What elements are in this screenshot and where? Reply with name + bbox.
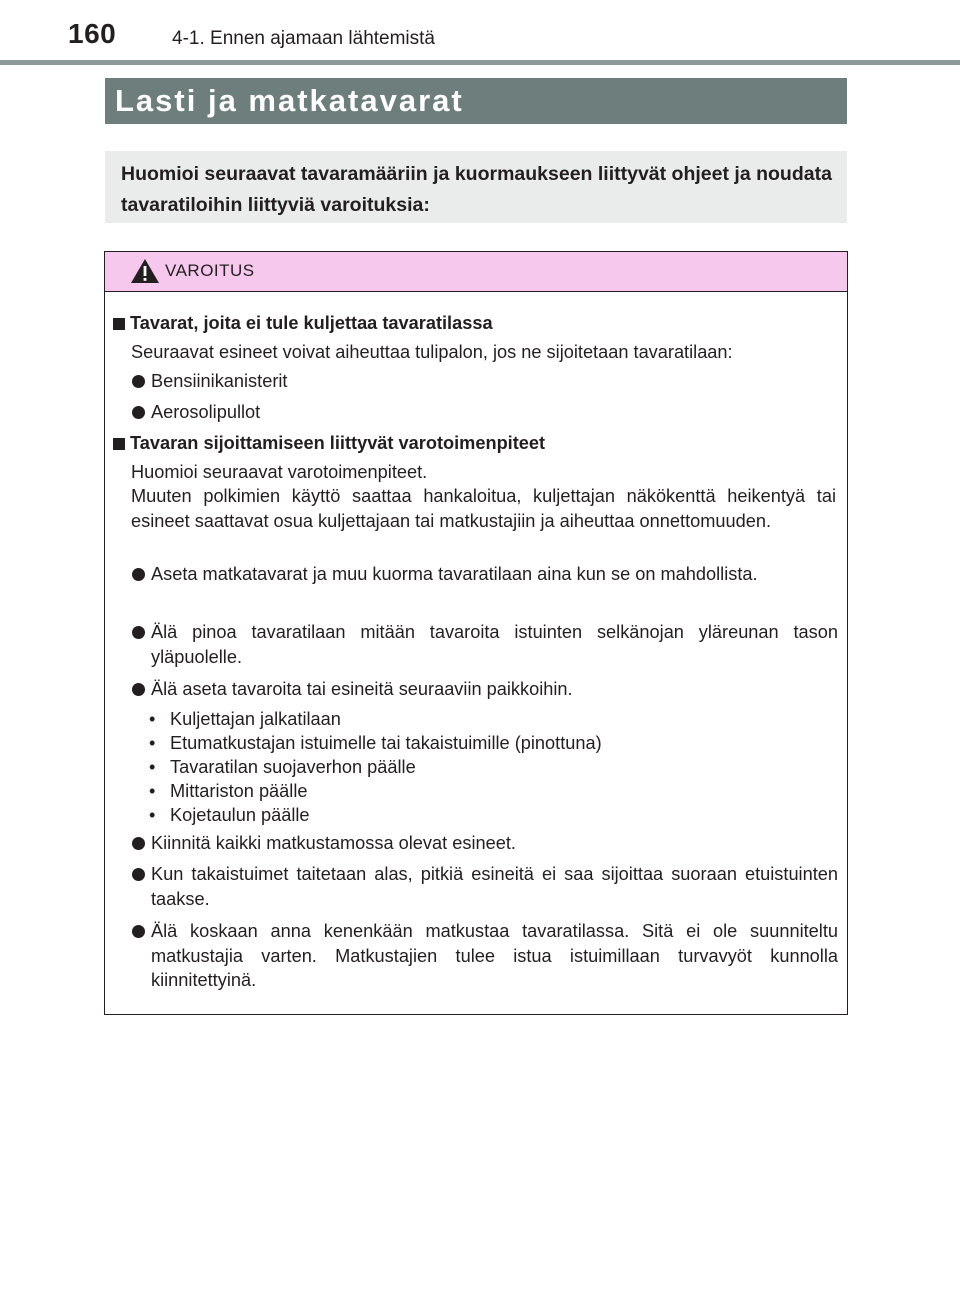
intro-box	[105, 151, 847, 223]
round-bullet	[132, 406, 145, 419]
page-number: 160	[68, 18, 117, 49]
round-bullet	[132, 837, 145, 850]
round-bullet	[132, 568, 145, 581]
warning-heading-2: Tavaran sijoittamiseen liittyvät varotoimenpiteet	[130, 433, 546, 453]
round-bullet	[132, 683, 145, 696]
list-item: Kiinnitä kaikki matkustamossa olevat esineet.	[151, 833, 516, 853]
warning-text-2b: Muuten polkimien käyttö saattaa hankaloitua, kuljettajan näkökenttä heikentyä tai esineet saattavat osua kuljettajaan tai matkustajiin ja aiheuttaa onnettomuuden.	[131, 486, 836, 531]
list-item: Aseta matkatavarat ja muu kuorma tavaratilaan aina kun se on mahdollista.	[151, 564, 758, 584]
list-item: Älä koskaan anna kenenkään matkustaa tavaratilassa. Sitä ei ole suunniteltu matkustajia varten. Matkustajien tulee istua istuimillaan turvavyöt kunnolla kiinnitettyinä.	[151, 921, 838, 990]
square-bullet	[113, 438, 125, 450]
page-title: Lasti ja matkatavarat	[115, 83, 464, 118]
list-item: Bensiinikanisterit	[151, 371, 288, 391]
section-reference: 4-1. Ennen ajamaan lähtemistä	[172, 28, 435, 49]
warning-label: VAROITUS	[165, 261, 255, 280]
round-bullet	[132, 626, 145, 639]
list-item: Aerosolipullot	[151, 402, 261, 422]
intro-text: Huomioi seuraavat tavaramääriin ja kuormaukseen liittyvät ohjeet ja noudata tavaratiloihin liittyviä varoituksia:	[121, 163, 832, 216]
warning-text-2a: Huomioi seuraavat varotoimenpiteet.	[131, 462, 428, 482]
round-bullet	[132, 868, 145, 881]
round-bullet	[132, 375, 145, 388]
warning-box: VAROITUS Tavarat, joita ei tule kuljettaa tavaratilassa Seuraavat esineet voivat aiheuttaa tulipalon, jos ne sijoitetaan tavaratilaan: Bensiinikanisterit Aerosolipullot Tavaran sijoittamiseen liittyvät varotoimenpiteet Huomioi seuraavat varotoimenpiteet. Muuten polkimien käyttö saattaa hankaloitua, kuljettajan näkökenttä heikentyä tai esineet saattavat osua kuljettajaan tai matkustajiin ja aiheuttaa onnettomuuden. Aseta matkatavarat ja muu kuorma tavaratilaan aina kun se on mahdollista. Älä pinoa tavaratilaan mitään tavaroita istuinten selkänojan yläreunan tason yläpuolelle. Älä aseta tavaroita tai esineitä seuraaviin paikkoihin. • Kuljettajan jalkatilaan • Etumatkustajan istuimelle tai takaistuimille (pinottuna) • Tavaratilan suojaverhon päälle • Mittariston päälle • Kojetaulun päälle Kiinnitä kaikki matkustamossa olevat esineet. Kun takaistuimet taitetaan alas, pitkiä esineitä ei saa sijoittaa suoraan etuistuinten taakse. Älä koskaan anna kenenkään matkustaa tavaratilassa. Sitä ei ole suunniteltu matkustajia varten. Matkustajien tulee istua istuimillaan turvavyöt kunnolla kiinnitettyinä.	[104, 251, 848, 1015]
title-banner	[105, 78, 847, 124]
round-bullet	[132, 925, 145, 938]
warning-heading-1: Tavarat, joita ei tule kuljettaa tavaratilassa	[130, 313, 493, 333]
warning-header	[105, 252, 847, 292]
warning-text-1: Seuraavat esineet voivat aiheuttaa tulipalon, jos ne sijoitetaan tavaratilaan:	[131, 342, 733, 362]
square-bullet	[113, 318, 125, 330]
list-item: Älä pinoa tavaratilaan mitään tavaroita istuinten selkänojan yläreunan tason yläpuolelle.	[151, 622, 838, 667]
list-item: Kun takaistuimet taitetaan alas, pitkiä esineitä ei saa sijoittaa suoraan etuistuinten taakse.	[151, 864, 838, 909]
warning-triangle-icon	[130, 258, 160, 284]
list-item: Älä aseta tavaroita tai esineitä seuraaviin paikkoihin.	[151, 679, 573, 699]
header-rule	[0, 60, 960, 65]
